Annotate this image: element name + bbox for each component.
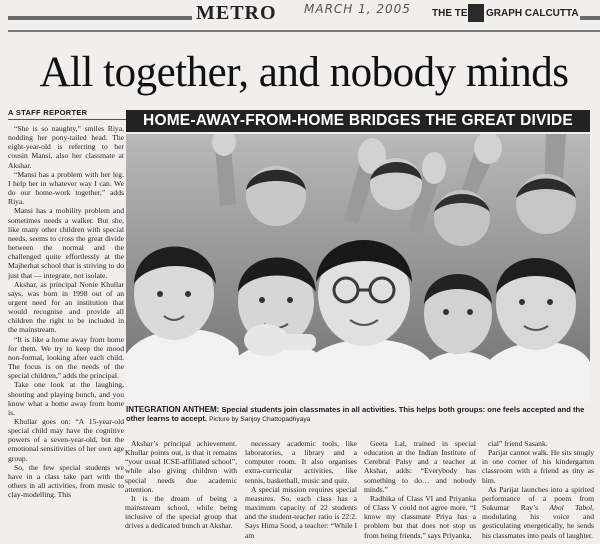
article-column-1 xyxy=(8,124,124,544)
caption-label: INTEGRATION ANTHEM: xyxy=(126,405,220,414)
paragraph: “She is so naughty,” smiles Riya, nodding her pony-tailed head. The eight-year-old is referring to her cousin Mansi, also her classmate at Akshar. xyxy=(8,124,124,170)
headline: All together, and nobody minds xyxy=(39,49,569,96)
paragraph: So, the few special students we have in a class take part with the others in all activities, from music to clay-modelling. This xyxy=(8,462,124,500)
masthead xyxy=(0,0,600,36)
paragraph: Akshar, as principal Nonie Khullar says, was born in 1998 out of an urgent need for an institution that would recognise and provide all children the right to be included in the mainstream. xyxy=(8,279,124,335)
paragraph: “Mansi has a problem with her leg. I help her in whatever way I can. We do our home-work together,” adds Riya. xyxy=(8,169,124,207)
paragraph xyxy=(482,485,594,540)
article-column-3 xyxy=(245,439,357,544)
paragraph: Akshar’s principal achievement. Khullar points out, is that it remains “your usual ICSE-affiliated school”, while also giving children with special needs due academic attention. xyxy=(125,439,237,494)
paragraph: Parijat cannot walk. He sits snugly in one corner of his kindergarten classroom with a friend as tiny as him. xyxy=(482,448,594,485)
masthead-divider xyxy=(8,30,600,32)
paragraph: necessary academic tools, like laboratories, a library and a computer room. It also organises extra-curricular activities, like tennis, basketball, music and quiz. xyxy=(245,439,357,485)
paragraph: “It is like a home away from home for them. We try to keep the mood non-formal, looking after each child. The focus is on the needs of the special children,” adds the principal. xyxy=(8,334,124,381)
photo-credit: Picture by Sanjoy Chattopadhyaya xyxy=(209,416,311,424)
handwritten-date: MARCH 1, 2005 xyxy=(304,2,411,16)
paragraph: It is the dream of being a mainstream school, while being inclusive of the special group that drives a dedicated bunch at Akshar. xyxy=(125,493,237,531)
photo-caption xyxy=(126,405,590,425)
section-name: METRO xyxy=(196,2,277,24)
paragraph: Radhika of Class VI and Priyanka of Class V could not agree more. “I know my classmate Priya has a problem but that does not stop us from being friends,” says Priyanka, xyxy=(364,493,476,540)
paragraph: A special mission requires special measures. So, each class has a maximum capacity of 22 students and the student-teacher ratio is 22:2. Says Hima Sood, a teacher: “While I am xyxy=(245,484,357,540)
byline: A STAFF REPORTER xyxy=(8,108,126,120)
paragraph: Mansi has a mobility problem and sometimes needs a walker. But she, like many other children with special needs, seems to cross the great divide between the normal and the challenged quite effortlessly at the Majherhat school that is striving to do just that — integrate, not isolate. xyxy=(8,206,124,280)
news-photo-children xyxy=(126,134,590,402)
paragraph-text: As Parijat launches into a spirited performance of a poem from Sukumar Ray’s xyxy=(482,484,594,513)
paper-name-part-2: GRAPH CALCUTTA xyxy=(486,8,579,19)
paragraph: cial” friend Sasank. xyxy=(488,439,548,448)
paragraph: Take one look at the laughing, shouting and playing bunch, and you know what a home away from home is. xyxy=(8,380,124,417)
article-column-2 xyxy=(125,439,237,544)
photo-illustration xyxy=(126,134,590,402)
kicker-banner: HOME-AWAY-FROM-HOME BRIDGES THE GREAT DIVIDE xyxy=(126,110,590,132)
paragraph: Geeta Lal, trained in special education at the Indian Institute of Cerebral Palsy and a teacher at Akshar, adds: “Everybody has something to do… and nobody minds.” xyxy=(364,439,476,494)
article-column-5 xyxy=(482,439,594,544)
article-column-4 xyxy=(364,439,476,544)
paragraph-text: , modulating his voice and gesticulating energetically, he sends his classmates into peals of laughter. xyxy=(482,503,594,540)
book-title: Abol Tabol xyxy=(549,503,593,513)
paragraph: Khullar goes on: “A 15-year-old special child may have the cognitive powers of a seven-year-old, but the emotional sensitivities of her own age group. xyxy=(8,417,124,463)
masthead-rule-left xyxy=(8,16,192,20)
paper-name-part-1: THE TE xyxy=(432,8,468,19)
scan-smudge xyxy=(468,4,484,22)
masthead-rule-right xyxy=(580,16,600,20)
caption-text: Special students join classmates in all activities. This helps both groups: one feels accepted and the other learns to accept. xyxy=(126,405,585,424)
